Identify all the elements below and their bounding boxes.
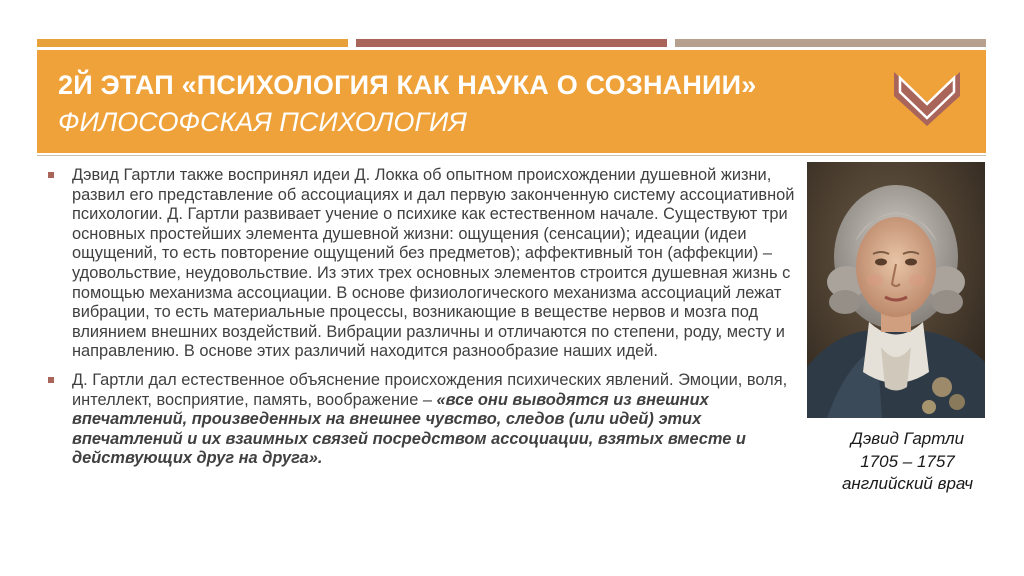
caption-years: 1705 – 1757 bbox=[860, 451, 955, 471]
bullet-paragraph-2 bbox=[46, 371, 796, 469]
slide-title: 2Й ЭТАП «ПСИХОЛОГИЯ КАК НАУКА О СОЗНАНИИ» bbox=[58, 70, 757, 100]
slide-subtitle: ФИЛОСОФСКАЯ ПСИХОЛОГИЯ bbox=[58, 107, 467, 137]
caption-name: Дэвид Гартли bbox=[850, 429, 965, 448]
paragraph-2-quote: «все они выводятся из внешних впечатлений, произведенных на внешнее чувство, следов (или идей) этих впечатлений и их взаимных связей посредством ассоциации, взятых вместе и действующих друг на друга». bbox=[72, 390, 746, 468]
caption-role: английский врач bbox=[841, 474, 974, 493]
bullet-paragraph-1 bbox=[46, 166, 796, 362]
chevron-down-icon bbox=[894, 72, 960, 136]
portrait-caption bbox=[820, 428, 995, 496]
top-stripe-brown bbox=[356, 39, 667, 47]
top-stripe-orange bbox=[37, 39, 348, 47]
slide-body bbox=[46, 166, 796, 478]
bullet-square-icon bbox=[48, 172, 54, 178]
top-stripe-taupe bbox=[675, 39, 986, 47]
paragraph-1-text: Дэвид Гартли также воспринял идеи Д. Локка об опытном происхождении душевной жизни, развил его представление об ассоциациях и дал первую законченную систему ассоциативной психологии. Д. Гартли развивает учение о психике как естественном начале. Существуют три основных простейших элемента душевной жизни: ощущения (сенсации); идеации (идеи ощущений, то есть повторение ощущений без предметов); аффективный тон (аффекции) – удовольствие, неудовольствие. Из этих трех основных элементов строится душевная жизнь с помощью механизма ассоциации. В основе физиологического механизма ассоциаций лежат вибрации, то есть материальные процессы, возникающие в веществе нервов и мозга под влиянием внешних воздействий. Вибрации различны и отличаются по степени, роду, месту и направлению. В основе этих различий находится разнообразие наших идей. bbox=[72, 166, 795, 361]
portrait-image bbox=[807, 162, 985, 418]
bullet-square-icon bbox=[48, 377, 54, 383]
header-divider bbox=[37, 155, 986, 156]
paragraph-2-lead: Д. Гартли дал естественное объяснение происхождения психических явлений. Эмоции, воля, интеллект, восприятие, память, воображение – bbox=[72, 370, 788, 409]
